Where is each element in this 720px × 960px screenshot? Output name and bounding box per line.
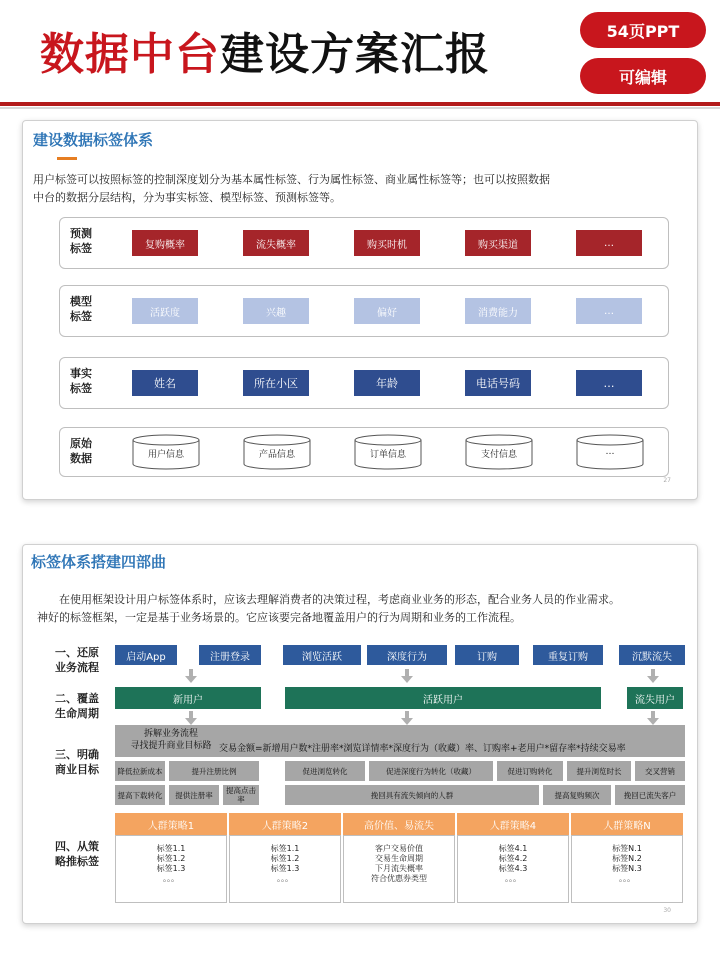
tag-chip: … [576,298,642,324]
flow-step: 启动App [115,645,177,665]
goal-box: 挽回已流失客户 [615,785,685,805]
header-divider [0,102,720,106]
step-label-line1: 四、从策 [55,840,99,853]
tag-chip: 偏好 [354,298,420,324]
row-label-line2: 标签 [70,382,92,395]
goal-formula-text: 交易金额=新增用户数*注册率*浏览详情率*深度行为（收藏）率、订购率+老用户*留存率*持续交易率 [219,744,626,754]
flow-step: 浏览活跃 [283,645,361,665]
strategy-tag: 客户交易价值 [375,844,423,853]
row-model-tags [59,285,669,337]
database-label: … [605,447,615,457]
step-label-line1: 二、覆盖 [55,692,99,705]
strategy-tag: 下月流失概率 [375,864,423,873]
editable-badge: 可编辑 [580,58,706,94]
goal-box: 促进浏览转化 [285,761,365,781]
slide-tag-system [22,120,698,500]
flow-step: 沉默流失 [619,645,685,665]
lifecycle-new-user: 新用户 [115,687,261,709]
row-label-line1: 事实 [70,367,92,380]
strategy-tag: 标签1.3 [156,864,186,873]
strategy-tags-box [229,835,341,903]
strategy-tag: 符合优惠券类型 [371,874,427,883]
title-black-part: 建设方案汇报 [220,29,490,80]
strategy-tag: 标签1.3 [270,864,300,873]
database-label: 用户信息 [147,450,184,460]
strategy-tag-list [458,844,568,884]
slide2-intro-line2: 神好的标签框架，一定是基于业务场景的。它应该要完备地覆盖用户的行为周期和业务的工作流程。 [37,611,521,624]
step-label-line2: 生命周期 [55,707,99,720]
database-cylinder [243,434,311,468]
row-fact-tags [59,357,669,409]
goal-box: 提升注册比例 [169,761,259,781]
title-red-part: 数据中台 [40,29,220,80]
strategy-tag: 。。。 [619,874,635,883]
tag-chip: 消费能力 [465,298,531,324]
goal-box: 挽回具有流失倾向的人群 [285,785,539,805]
strategy-tag: 交易生命周期 [375,854,423,863]
row-label-line2: 标签 [70,242,92,255]
flow-step: 订购 [455,645,519,665]
database-cylinder [354,434,422,468]
tag-chip: 购买渠道 [465,230,531,256]
strategy-tag: 标签4.1 [498,844,528,853]
arrow-down-icon [401,711,413,725]
page-number: 30 [663,907,671,914]
strategy-tags-box [457,835,569,903]
row-raw-data [59,427,669,477]
arrow-down-icon [401,669,413,683]
row-label-line1: 原始 [70,437,92,450]
slide1-intro-line2: 中台的数据分层结构，分为事实标签、模型标签、预测标签等。 [33,191,341,204]
row-label [70,294,92,324]
tag-chip: 姓名 [132,370,198,396]
step-label-line2: 商业目标 [55,763,99,776]
flow-step: 注册登录 [199,645,261,665]
goal-decompose-text [121,728,221,752]
tag-chip: … [576,230,642,256]
flow-step: 重复订购 [533,645,603,665]
strategy-tag: 标签1.1 [156,844,186,853]
strategy-tag: 。。。 [505,874,521,883]
row-label-line1: 预测 [70,227,92,240]
tag-chip: 复购概率 [132,230,198,256]
goal-box: 提高下载转化 [115,785,165,805]
goal-box: 提高点击率 [223,785,259,805]
step3-label [37,747,117,777]
slide1-intro [33,171,653,207]
goal-left-line2: 寻找提升商业目标路 [130,741,212,751]
goal-box: 提高复购频次 [543,785,611,805]
step-label-line1: 三、明确 [55,748,99,761]
page-title [40,18,490,82]
tag-chip: 电话号码 [465,370,531,396]
step2-label [37,691,117,721]
database-label: 订单信息 [369,450,406,460]
strategy-header: 高价值、易流失 [343,813,455,835]
tag-chip: 兴趣 [243,298,309,324]
page-count-badge: 54页PPT [580,12,706,48]
row-label [70,436,92,466]
strategy-tags-box [115,835,227,903]
arrow-down-icon [647,669,659,683]
database-cylinder [576,434,644,468]
step-label-line2: 业务流程 [55,661,99,674]
goal-box: 交叉营销 [635,761,685,781]
goal-box: 降低拉新成本 [115,761,165,781]
slide2-intro [37,591,697,627]
strategy-tags-box [571,835,683,903]
row-label-line2: 标签 [70,310,92,323]
slide1-title: 建设数据标签体系 [33,131,154,149]
row-label-line2: 数据 [70,452,92,465]
strategy-header: 人群策略1 [115,813,227,835]
goal-box: 提供注册率 [169,785,219,805]
arrow-down-icon [185,669,197,683]
strategy-tag: 标签4.3 [498,864,528,873]
slide2-title: 标签体系搭建四部曲 [31,553,167,571]
row-label [70,226,92,256]
slide2-intro-line1: 在使用框架设计用户标签体系时，应该去理解消费者的决策过程，考虑商业业务的形态，配合业务人员的作业需求。 [59,593,620,606]
goal-box: 提升浏览时长 [567,761,631,781]
tag-chip: 活跃度 [132,298,198,324]
strategy-tag: 标签1.2 [156,854,186,863]
tag-chip: … [576,370,642,396]
step1-label [37,645,117,675]
strategy-tag: 标签N.1 [612,844,642,853]
title-accent-bar [57,157,77,160]
slide1-intro-line1: 用户标签可以按照标签的控制深度划分为基本属性标签、行为属性标签、商业属性标签等；也可以按照数据 [33,173,550,186]
strategy-tag: 标签4.2 [498,854,528,863]
strategy-tag: 标签1.2 [270,854,300,863]
strategy-tags-box [343,835,455,903]
strategy-tag-list [230,844,340,884]
strategy-tag-list [344,844,454,884]
database-label: 产品信息 [258,450,295,460]
database-cylinder [132,434,200,468]
arrow-down-icon [185,711,197,725]
strategy-tag: 标签N.2 [612,854,642,863]
database-label: 支付信息 [480,450,517,460]
slide-four-steps [22,544,698,924]
strategy-header: 人群策略4 [457,813,569,835]
row-label-line1: 模型 [70,295,92,308]
tag-chip: 流失概率 [243,230,309,256]
strategy-tag: 标签1.1 [270,844,300,853]
row-label [70,366,92,396]
strategy-tag-list [572,844,682,884]
row-predict-tags [59,217,669,269]
header-divider-shadow [0,107,720,109]
flow-step: 深度行为 [367,645,447,665]
lifecycle-active-user: 活跃用户 [285,687,601,709]
strategy-header: 人群策略N [571,813,683,835]
tag-chip: 所在小区 [243,370,309,396]
strategy-tag: 标签N.3 [612,864,642,873]
tag-chip: 年龄 [354,370,420,396]
step-label-line2: 略推标签 [55,855,99,868]
step-label-line1: 一、还原 [55,646,99,659]
arrow-down-icon [647,711,659,725]
lifecycle-churn-user: 流失用户 [627,687,683,709]
goal-box: 促进深度行为转化（收藏） [369,761,493,781]
tag-chip: 购买时机 [354,230,420,256]
database-cylinder [465,434,533,468]
goal-box: 促进订购转化 [497,761,563,781]
strategy-header: 人群策略2 [229,813,341,835]
page-number: 27 [663,477,671,484]
goal-left-line1: 拆解业务流程 [143,729,198,739]
strategy-tag: 。。。 [163,874,179,883]
strategy-tag-list [116,844,226,884]
strategy-tag: 。。。 [277,874,293,883]
step4-label [37,839,117,869]
